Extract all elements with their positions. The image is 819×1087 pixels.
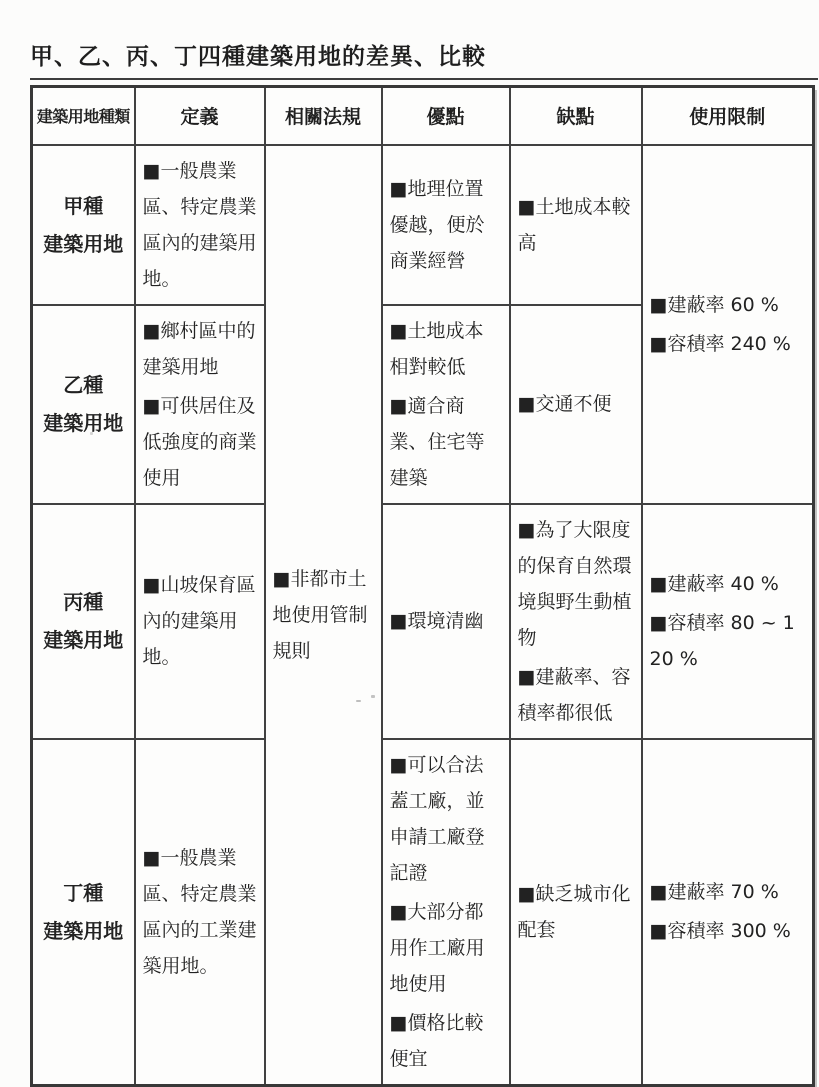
regulations-cell-merged — [265, 145, 382, 1086]
bullet-item: ■缺乏城市化配套 — [517, 882, 631, 941]
definition-cell-yi — [135, 305, 265, 504]
bullet-item: ■為了大限度的保育自然環境與野生動植物 — [517, 518, 632, 649]
bullet-item: ■非都市土地使用管制規則 — [272, 567, 368, 662]
scan-speck — [371, 695, 375, 698]
type-line: 建築用地 — [43, 411, 124, 435]
type-cell-yi — [32, 305, 135, 504]
type-line: 建築用地 — [43, 628, 124, 652]
type-line: 建築用地 — [43, 918, 124, 943]
header-advantages: 優點 — [382, 87, 510, 145]
bullet-item: ■土地成本相對較低 — [389, 319, 484, 378]
bullet-item: ■建蔽率 60 % — [649, 293, 779, 316]
scan-speck — [90, 432, 93, 435]
bullet-item: ■一般農業區、特定農業區內的工業建築用地。 — [142, 846, 257, 977]
table-row-bing — [32, 504, 814, 739]
advantages-cell-yi — [382, 305, 510, 504]
bullet-item: ■容積率 80 ~ 120 % — [649, 611, 795, 670]
type-line: 建築用地 — [43, 231, 124, 256]
bullet-item: ■土地成本較高 — [517, 195, 631, 254]
bullet-item: ■一般農業區、特定農業區內的建築用地。 — [142, 159, 257, 290]
header-disadvantages: 缺點 — [510, 87, 642, 145]
page-title: 甲、乙、丙、丁四種建築用地的差異、比較 — [30, 44, 486, 70]
disadvantages-cell-bing — [510, 504, 642, 739]
advantages-cell-ding — [382, 739, 510, 1086]
title-underline-rule — [30, 38, 818, 80]
type-cell-bing — [32, 504, 135, 739]
bullet-item: ■環境清幽 — [389, 610, 484, 632]
bullet-item: ■可以合法蓋工廠，並申請工廠登記證 — [389, 753, 485, 884]
type-line: 丙種 — [63, 590, 104, 614]
definition-cell-ding — [135, 739, 265, 1086]
type-line: 甲種 — [63, 193, 104, 218]
bullet-item: ■山坡保育區內的建築用地。 — [142, 574, 256, 668]
bullet-item: ■容積率 240 % — [649, 332, 791, 355]
bullet-item: ■適合商業、住宅等建築 — [389, 394, 485, 489]
bullet-item: ■建蔽率 70 % — [649, 881, 779, 903]
bullet-item: ■大部分都用作工廠用地使用 — [389, 900, 485, 995]
bullet-item: ■交通不便 — [517, 393, 612, 415]
bullet-item: ■鄉村區中的建築用地 — [142, 319, 256, 378]
type-line: 乙種 — [63, 373, 104, 397]
table-row-ding — [32, 739, 814, 1086]
definition-cell-bing — [135, 504, 265, 739]
restrictions-cell-jia-yi-merged — [642, 145, 814, 504]
bullet-item: ■地理位置優越，便於商業經營 — [389, 177, 485, 272]
header-restrictions: 使用限制 — [642, 87, 814, 145]
restrictions-cell-ding — [642, 739, 814, 1086]
disadvantages-cell-yi — [510, 305, 642, 504]
bullet-item: ■可供居住及低強度的商業使用 — [142, 394, 257, 489]
land-type-comparison-table — [30, 85, 815, 1087]
table-row-jia — [32, 145, 814, 305]
table-header-row — [32, 87, 814, 145]
bullet-item: ■建蔽率 40 % — [649, 572, 779, 595]
advantages-cell-jia — [382, 145, 510, 305]
disadvantages-cell-ding — [510, 739, 642, 1086]
header-land-type: 建築用地種類 — [32, 87, 135, 145]
bullet-item: ■價格比較便宜 — [389, 1011, 484, 1070]
bullet-item: ■容積率 300 % — [649, 920, 791, 942]
definition-cell-jia — [135, 145, 265, 305]
header-regulations: 相關法規 — [265, 87, 382, 145]
scan-speck — [356, 700, 361, 702]
advantages-cell-bing — [382, 504, 510, 739]
type-cell-ding — [32, 739, 135, 1086]
type-line: 丁種 — [63, 880, 104, 905]
disadvantages-cell-jia — [510, 145, 642, 305]
restrictions-cell-bing — [642, 504, 814, 739]
type-cell-jia — [32, 145, 135, 305]
header-definition: 定義 — [135, 87, 265, 145]
bullet-item: ■建蔽率、容積率都很低 — [517, 665, 631, 724]
